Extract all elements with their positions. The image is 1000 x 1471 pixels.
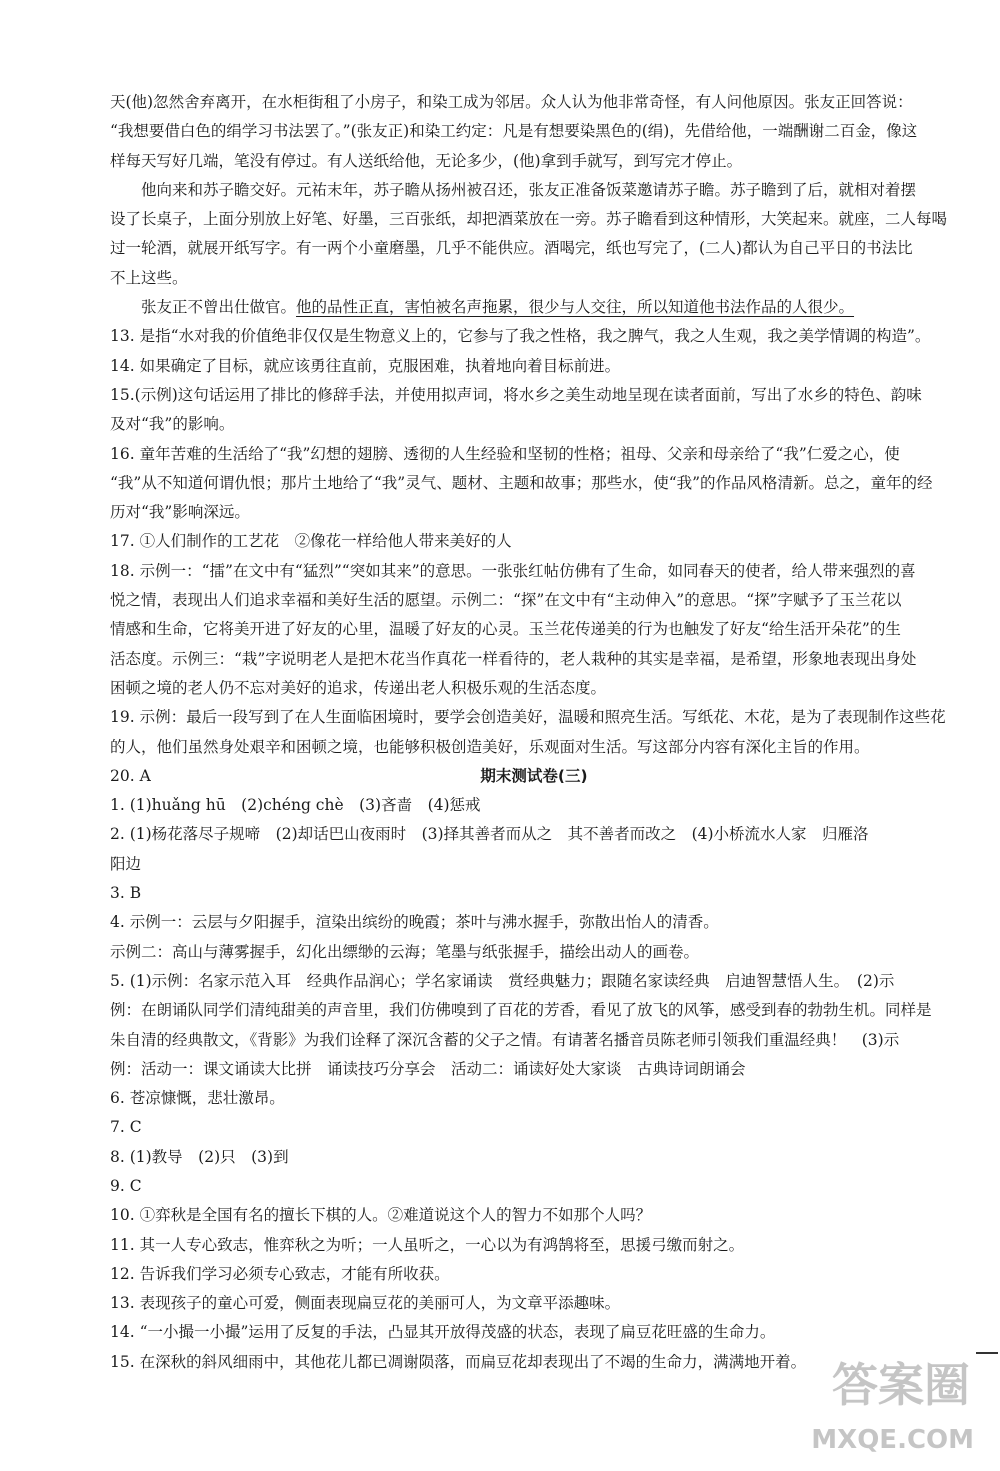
answers-section-a [110,322,958,761]
text-line: 他向来和苏子瞻交好。元祐末年，苏子瞻从扬州被召还，张友正准备饭菜邀请苏子瞻。苏子瞻到了后，就相对着摆 [141,180,917,199]
translation-paragraph-1 [110,88,958,176]
answer-line: 14. “一小撮一小撮”运用了反复的手法，凸显其开放得茂盛的状态，表现了扁豆花旺盛的生命力。 [110,1323,776,1342]
answer-line: “我”从不知道何谓仇恨；那片土地给了“我”灵气、题材、主题和故事；那些水，使“我”的作品风格清新。总之，童年的经 [110,473,933,492]
answer-line: 朱自清的经典散文，《背影》为我们诠释了深沉含蓄的父子之情。有请著名播音员陈老师引领我们重温经典！ (3)示 [110,1030,900,1049]
answer-line: 20. A [110,766,151,785]
answer-line: 历对“我”影响深远。 [110,503,250,522]
watermark-url: MXQE.COM [811,1425,974,1455]
answer-line: 6. 苍凉慷慨，悲壮激昂。 [110,1089,285,1108]
answer-line: 19. 示例：最后一段写到了在人生面临困境时，要学会创造美好，温暖和照亮生活。写纸花、木花，是为了表现制作这些花 [110,708,946,727]
answer-line: 14. 如果确定了目标，就应该勇往直前，克服困难，执着地向着目标前进。 [110,356,621,375]
answer-line: 13. 是指“水对我的价值绝非仅仅是生物意义上的，它参与了我之性格，我之脾气，我之人生观，我之美学情调的构造”。 [110,327,931,346]
answer-line: 12. 告诉我们学习必须专心致志，才能有所收获。 [110,1264,450,1283]
answer-line: 9. C [110,1176,142,1195]
answer-line: 8. (1)教导 (2)只 (3)到 [110,1147,289,1166]
answer-line: 10. ①弈秋是全国有名的擅长下棋的人。②难道说这个人的智力不如那个人吗？ [110,1206,652,1225]
answer-line: 16. 童年苦难的生活给了“我”幻想的翅膀、透彻的人生经验和坚韧的性格；祖母、父亲和母亲给了“我”仁爱之心，使 [110,444,900,463]
answer-line: 例：活动一：课文诵读大比拼 诵读技巧分享会 活动二：诵读好处大家谈 古典诗词朗诵会 [110,1059,746,1078]
answer-line: 15.(示例)这句话运用了排比的修辞手法，并使用拟声词，将水乡之美生动地呈现在读者面前，写出了水乡的特色、韵味 [110,385,922,404]
translation-paragraph-2 [110,176,958,293]
answer-line: 17. ①人们制作的工艺花 ②像花一样给他人带来美好的人 [110,532,512,551]
answer-line: 5. (1)示例：名家示范入耳 经典作品润心；学名家诵读 赏经典魅力；跟随名家读经典 启迪智慧悟人生。 (2)示 [110,971,895,990]
text-line: 过一轮酒，就展开纸写字。有一两个小童磨墨，几乎不能供应。酒喝完，纸也写完了，(二人)都认为自己平日的书法比 [110,239,913,258]
answer-line: 例：在朗诵队同学们清纯甜美的声音里，我们仿佛嗅到了百花的芳香，看见了放飞的风筝，感受到春的勃勃生机。同样是 [110,1001,932,1020]
answer-line: 18. 示例一：“擂”在文中有“猛烈”“突如其来”的意思。一张张红帖仿佛有了生命，如同春天的使者，给人带来强烈的喜 [110,561,916,580]
answer-line: 3. B [110,884,142,903]
answer-line: 2. (1)杨花落尽子规啼 (2)却话巴山夜雨时 (3)择其善者而从之 其不善者而改之 (4)小桥流水人家 归雁洛 [110,825,869,844]
text-line: 天(他)忽然舍弃离开，在水柜街租了小房子，和染工成为邻居。众人认为他非常奇怪，有人问他原因。张友正回答说： [110,93,913,111]
underlined-text: 他的品性正直，害怕被名声拖累，很少与人交往，所以知道他书法作品的人很少。 [296,298,855,317]
watermark-logo [780,1341,980,1461]
answer-line: 活态度。示例三：“栽”字说明老人是把木花当作真花一样看待的，老人栽种的其实是幸福，是希望，形象地表现出身处 [110,649,917,668]
answers-section-b [110,791,958,1377]
answer-line: 13. 表现孩子的童心可爱，侧面表现扁豆花的美丽可人，为文章平添趣味。 [110,1294,621,1313]
answer-line: 悦之情，表现出人们追求幸福和美好生活的愿望。示例二：“探”在文中有“主动伸入”的意思。“探”字赋予了玉兰花以 [110,591,902,610]
answer-line: 7. C [110,1118,142,1137]
page-content [110,88,958,1377]
answer-line: 1. (1)huǎng hū (2)chéng chè (3)吝啬 (4)惩戒 [110,796,481,815]
answer-line: 11. 其一人专心致志，惟弈秋之为听；一人虽听之，一心以为有鸿鹄将至，思援弓缴而射之。 [110,1235,745,1254]
text-span: 张友正不曾出仕做官。 [141,298,297,317]
answer-line: 示例二：高山与薄雾握手，幻化出缥缈的云海；笔墨与纸张握手，描绘出动人的画卷。 [110,942,700,961]
text-line: 不上这些。 [110,268,188,287]
translation-paragraph-3 [110,293,958,322]
answer-line: 及对“我”的影响。 [110,415,235,434]
answer-line: 阳边 [110,854,142,873]
answer-line: 15. 在深秋的斜风细雨中，其他花儿都已凋谢陨落，而扁豆花却表现出了不竭的生命力，满满地开着。 [110,1352,807,1371]
answer-line: 困顿之境的老人仍不忘对美好的追求，传递出老人积极乐观的生活态度。 [110,678,607,697]
watermark-logo-text: 答案圈 [832,1358,970,1412]
text-line: “我想要借白色的绢学习书法罢了。”(张友正)和染工约定：凡是有想要染黑色的(绢)，先借给他，一端酬谢二百金，像这 [110,122,918,141]
text-line: 样每天写好几端，笔没有停过。有人送纸给他，无论多少，(他)拿到手就写，到写完才停止。 [110,151,743,170]
answer-line: 情感和生命，它将美开进了好友的心里，温暖了好友的心灵。玉兰花传递美的行为也触发了好友“给生活开朵花”的生 [110,620,901,639]
section-heading-row [110,762,958,791]
text-line: 设了长桌子，上面分别放上好笔、好墨，三百张纸，却把酒菜放在一旁。苏子瞻看到这种情形，大笑起来。就座，二人每喝 [110,210,948,229]
section-title: 期末测试卷(三) [480,766,588,785]
answer-line: 的人，他们虽然身处艰辛和困顿之境，也能够积极创造美好，乐观面对生活。写这部分内容有深化主旨的作用。 [110,737,870,756]
answer-line: 4. 示例一：云层与夕阳握手，渲染出缤纷的晚霞；茶叶与沸水握手，弥散出怡人的清香。 [110,913,719,932]
